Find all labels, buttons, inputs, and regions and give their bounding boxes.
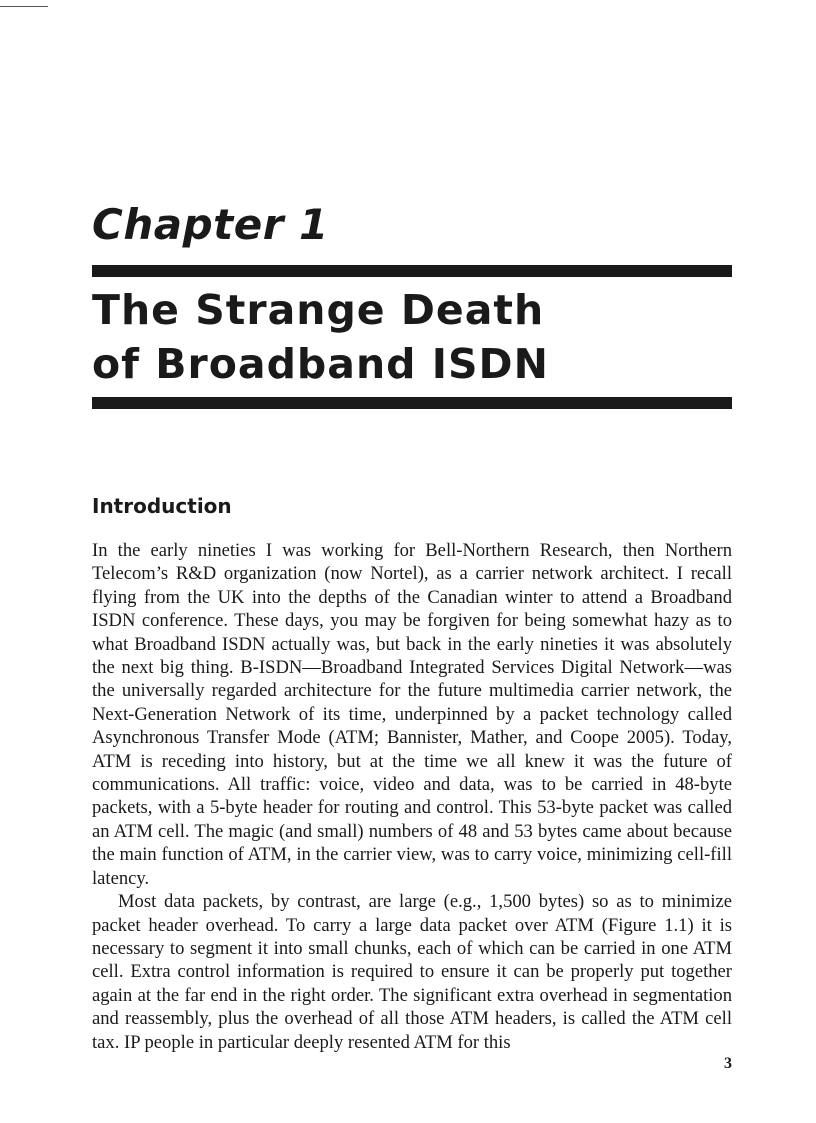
chapter-label: Chapter 1 [92, 200, 329, 249]
chapter-title [92, 283, 549, 391]
corner-crop-mark [0, 6, 48, 7]
chapter-rule-bottom [92, 397, 732, 409]
section-heading: Introduction [92, 494, 232, 518]
body-text [92, 539, 732, 1054]
chapter-title-line-1: The Strange Death [92, 286, 545, 334]
chapter-title-line-2: of Broadband ISDN [92, 340, 549, 388]
paragraph-1: In the early nineties I was working for Bell-Northern Research, then Northern Telecom’s R&D organization (now Nortel), as a carrier network architect. I recall flying from the UK into the depths of the Canadian winter to attend a Broadband ISDN conference. These days, you may be forgiven for being somewhat hazy as to what Broadband ISDN actually was, but back in the early nineties it was absolutely the next big thing. B-ISDN—Broadband Integrated Services Digital Network—was the universally regarded architecture for the future multimedia carrier network, the Next-Generation Network of its time, underpinned by a packet technology called Asynchronous Transfer Mode (ATM; Bannister, Mather, and Coope 2005). Today, ATM is receding into history, but at the time we all knew it was the future of communications. All traffic: voice, video and data, was to be carried in 48-byte packets, with a 5-byte header for routing and control. This 53-byte packet was called an ATM cell. The magic (and small) numbers of 48 and 53 bytes came about because the main function of ATM, in the carrier view, was to carry voice, minimizing cell-fill latency. [92, 540, 732, 889]
paragraph-2: Most data packets, by contrast, are large (e.g., 1,500 bytes) so as to minimize packet header overhead. To carry a large data packet over ATM (Figure 1.1) it is necessary to segment it into small chunks, each of which can be carried in one ATM cell. Extra control information is required to ensure it can be properly put together again at the far end in the right order. The significant extra overhead in segmentation and reassembly, plus the overhead of all those ATM headers, is called the ATM cell tax. IP people in particular deeply resented ATM for this [92, 891, 732, 1053]
page-number: 3 [724, 1055, 732, 1072]
chapter-rule-top [92, 265, 732, 277]
